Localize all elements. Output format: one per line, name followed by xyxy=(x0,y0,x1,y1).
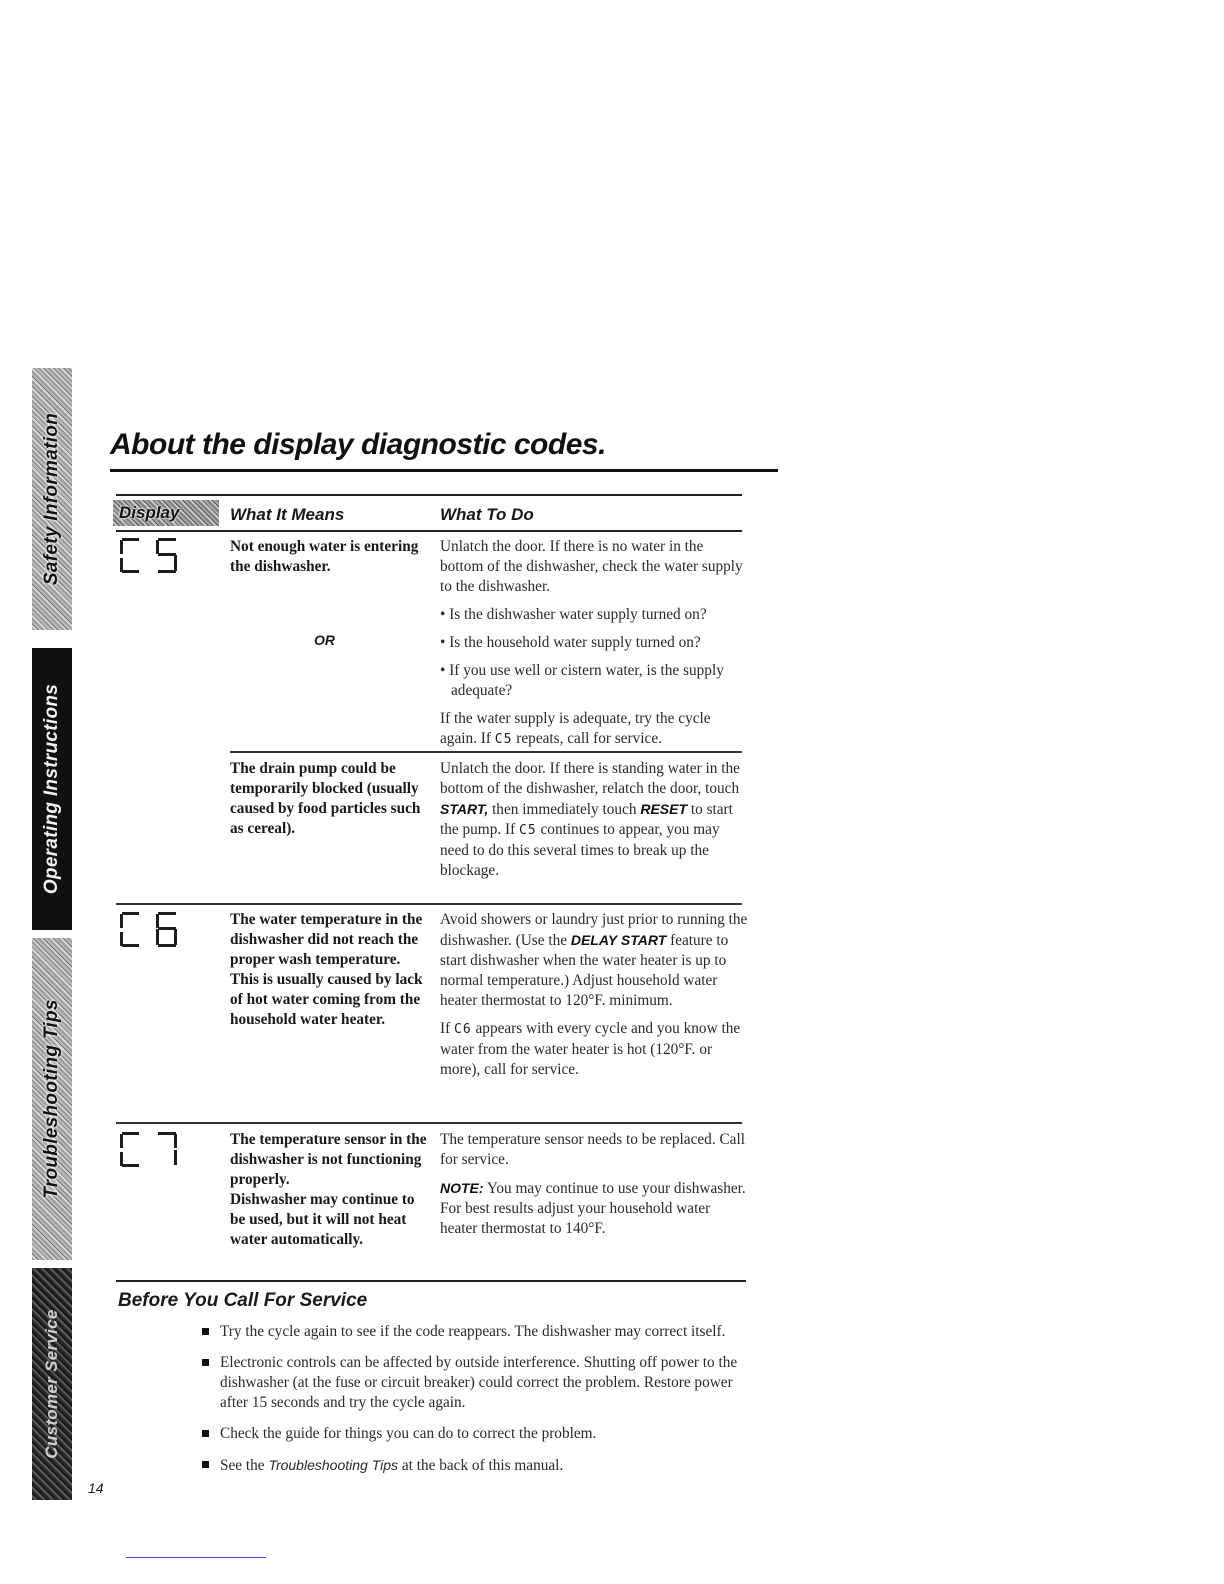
list-item: Try the cycle again to see if the code reappears. The dishwasher may correct itself. xyxy=(200,1322,760,1342)
means-column-header: What It Means xyxy=(230,505,345,524)
table-top-rule xyxy=(116,494,742,496)
c5-meaning-drain: The drain pump could be temporarily blocked (usually caused by food particles such as cereal). xyxy=(230,760,421,837)
tab-label: Customer Service xyxy=(42,1309,61,1459)
or-label: OR xyxy=(314,632,335,648)
row-divider xyxy=(116,1122,742,1124)
display-column-header xyxy=(113,500,219,526)
list-item: Check the guide for things you can do to correct the problem. xyxy=(200,1424,760,1444)
tab-label: Safety Information xyxy=(41,412,62,586)
c5-meaning-water: Not enough water is entering the dishwasher. xyxy=(230,538,419,575)
c7-meaning-line2: Dishwasher may continue to be used, but it will not heat water automatically. xyxy=(230,1191,415,1248)
tab-label: Troubleshooting Tips xyxy=(41,999,62,1199)
row-divider xyxy=(230,751,742,753)
todo-column-header: What To Do xyxy=(440,505,534,524)
tab-safety-information[interactable] xyxy=(32,368,72,630)
c6-todo: Avoid showers or laundry just prior to running the dishwasher. (Use the DELAY START feature to start dishwasher when the water heater is up to normal temperature.) Adjust household water heater thermostat to 120°F. minimum. If C6 appears with every cycle and you know the water from the water heater is hot (120°F. or more), call for service. xyxy=(440,911,748,1078)
bullet-square-icon xyxy=(202,1328,209,1335)
c7-todo: The temperature sensor needs to be replaced. Call for service. NOTE: You may continue to use your dishwasher. For best results adjust your household water heater thermostat to 140°F. xyxy=(440,1131,746,1237)
before-service-title: Before You Call For Service xyxy=(118,1290,368,1311)
c5-todo-drain: Unlatch the door. If there is standing water in the bottom of the dishwasher, relatch the door, touch START, then immediately touch RESET to start the pump. If C5 continues to appear, you may need to do this several times to break up the blockage. xyxy=(440,760,740,879)
bottom-link-line xyxy=(126,1557,266,1558)
bullet-square-icon xyxy=(202,1461,209,1468)
list-item: Electronic controls can be affected by outside interference. Shutting off power to the dishwasher (at the fuse or circuit breaker) could correct the problem. Restore power after 15 seconds and try the cycle again. xyxy=(200,1353,760,1413)
side-tab-strip xyxy=(32,368,72,1500)
tab-customer-service[interactable] xyxy=(32,1268,72,1500)
c5-todo-bullet: • If you use well or cistern water, is the supply adequate? xyxy=(440,662,724,699)
tab-label: Operating Instructions xyxy=(41,683,62,895)
c7-meaning xyxy=(230,1130,430,1250)
before-service-list xyxy=(200,1322,760,1487)
section-divider xyxy=(116,1280,746,1282)
page-title: About the display diagnostic codes. xyxy=(110,428,606,461)
c5-todo-bullet: • Is the household water supply turned on? xyxy=(440,634,701,651)
c5-todo-outro: If the water supply is adequate, try the cycle again. If C5 repeats, call for service. xyxy=(440,710,711,747)
code-c6-display xyxy=(118,910,184,950)
bullet-square-icon xyxy=(202,1359,209,1366)
bullet-square-icon xyxy=(202,1430,209,1437)
table-header-rule xyxy=(116,530,742,532)
c5-todo-bullet: • Is the dishwasher water supply turned on? xyxy=(440,606,707,623)
list-item: See the Troubleshooting Tips at the back of this manual. xyxy=(200,1455,760,1476)
page-number: 14 xyxy=(88,1480,104,1496)
title-divider xyxy=(110,469,778,472)
tab-troubleshooting-tips[interactable] xyxy=(32,938,72,1260)
c5-todo-intro: Unlatch the door. If there is no water in the bottom of the dishwasher, check the water supply to the dishwasher. xyxy=(440,538,743,595)
c6-meaning: The water temperature in the dishwasher did not reach the proper wash temperature. This is usually caused by lack of hot water coming from the household water heater. xyxy=(230,911,423,1028)
code-c5-display xyxy=(118,536,184,576)
c7-meaning-line1: The temperature sensor in the dishwasher is not functioning properly. xyxy=(230,1131,427,1188)
c5-todo-water xyxy=(440,537,750,750)
tab-operating-instructions[interactable] xyxy=(32,648,72,930)
code-c7-display xyxy=(118,1130,184,1170)
row-divider xyxy=(116,903,742,905)
display-header-label: Display xyxy=(119,503,180,522)
